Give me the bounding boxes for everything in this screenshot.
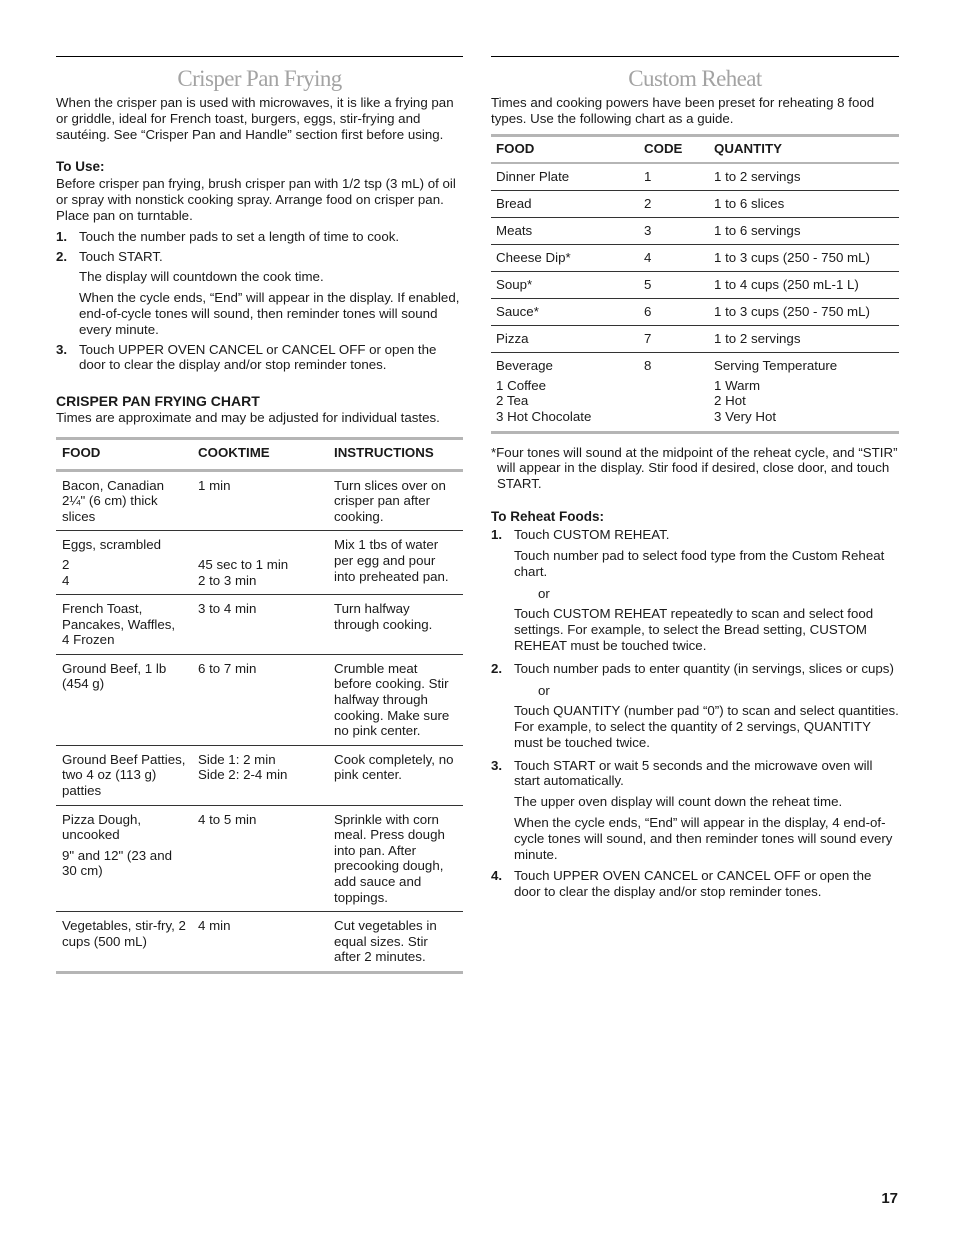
step-detail: When the cycle ends, “End” will appear in the display. If enabled, end-of-cycle tones will sound, then reminder tones will sound every minute.	[79, 290, 460, 337]
step-number: 2.	[491, 660, 503, 676]
code-cell: 5	[639, 272, 709, 299]
section-title: Crisper Pan Frying	[177, 66, 342, 91]
custom-reheat-section	[491, 56, 899, 904]
or-text: or	[538, 683, 550, 699]
instructions-cell: Sprinkle with corn meal. Press dough into pan. After precooking dough, add sauce and toppings.	[328, 805, 463, 912]
quantity-cell: 1 to 4 cups (250 mL-1 L)	[709, 272, 899, 299]
step-detail: When the cycle ends, “End” will appear in the display, 4 end-of-cycle tones will sound, and then reminder tones will sound every minute.	[514, 814, 893, 862]
column-header: QUANTITY	[709, 135, 899, 163]
beverage-option: 2 Tea	[496, 393, 529, 409]
step-number: 3.	[56, 341, 68, 357]
table-row	[491, 163, 899, 191]
instructions-cell: Mix 1 tbs of water per egg and pour into preheated pan.	[328, 531, 463, 595]
food-variant: 9" and 12" (23 and 30 cm)	[62, 847, 172, 879]
instructions-cell: Turn slices over on crisper pan after cooking.	[328, 470, 463, 531]
beverage-option: 1 Coffee	[496, 377, 547, 393]
table-row	[491, 218, 899, 245]
table-row	[491, 272, 899, 299]
step	[491, 527, 899, 654]
food-cell	[56, 805, 192, 912]
quantity-cell: 1 to 3 cups (250 - 750 mL)	[709, 245, 899, 272]
food-cell: Sauce*	[491, 299, 639, 326]
time-value: 45 sec to 1 min	[198, 556, 289, 572]
food-cell: Meats	[491, 218, 639, 245]
step-detail: Touch CUSTOM REHEAT repeatedly to scan and select food settings. For example, to select the Bread setting, CUSTOM REHEAT must be touched twice.	[514, 606, 874, 653]
food-cell: Cheese Dip*	[491, 245, 639, 272]
reheat-heading: To Reheat Foods:	[491, 508, 604, 524]
food-cell: Vegetables, stir-fry, 2 cups (500 mL)	[62, 918, 186, 949]
food-cell: Bacon, Canadian 2¼" (6 cm) thick slices	[56, 470, 192, 531]
step-text: Touch START.	[79, 248, 163, 264]
step-detail: Touch number pad to select food type from the Custom Reheat chart.	[514, 547, 885, 579]
chart-heading: CRISPER PAN FRYING CHART	[56, 393, 260, 410]
step-detail: The display will countdown the cook time.	[79, 269, 324, 285]
time-cell: 3 to 4 min	[192, 595, 328, 655]
step-detail: Touch QUANTITY (number pad “0”) to scan and select quantities. For example, to select the quantity of 2 servings, QUANTITY must be touched twice.	[514, 703, 899, 750]
table-row	[56, 805, 463, 912]
time-value: 2 to 3 min	[198, 572, 257, 588]
code-cell: 2	[639, 191, 709, 218]
intro-text: Times and cooking powers have been preset for reheating 8 food types. Use the following chart as a guide.	[491, 95, 875, 126]
instructions-cell: Cook completely, no pink center.	[328, 745, 463, 805]
table-row	[56, 470, 463, 531]
food-cell: Pizza	[491, 326, 639, 353]
time-cell	[192, 531, 328, 595]
food-cell	[56, 531, 192, 595]
code-cell: 6	[639, 299, 709, 326]
time-value: Side 2: 2-4 min	[198, 767, 288, 783]
step	[491, 868, 899, 900]
table-header-row	[56, 438, 463, 470]
section-rule	[56, 56, 463, 57]
table-row	[491, 299, 899, 326]
code-cell: 3	[639, 218, 709, 245]
section-rule	[491, 56, 899, 57]
table-row	[491, 353, 899, 432]
table-row	[56, 654, 463, 745]
crisper-pan-section	[56, 56, 463, 974]
section-title: Custom Reheat	[628, 66, 762, 91]
step-text: Touch UPPER OVEN CANCEL or CANCEL OFF or open the door to clear the display and/or stop reminder tones.	[514, 868, 872, 900]
time-cell: 4 to 5 min	[192, 805, 328, 912]
column-header: FOOD	[491, 135, 639, 163]
step-number: 3.	[491, 757, 503, 773]
quantity-cell: 1 to 6 slices	[709, 191, 899, 218]
step	[56, 342, 463, 374]
food-cell: Soup*	[491, 272, 639, 299]
reheat-steps	[491, 527, 899, 900]
table-row	[491, 326, 899, 353]
column-header: FOOD	[56, 438, 192, 470]
step-number: 1.	[491, 526, 503, 542]
intro-text: When the crisper pan is used with microwaves, it is like a frying pan or griddle, ideal for French toast, burgers, eggs, stir-frying and sautéing. See “Crisper Pan and Handle” section first before using.	[56, 95, 454, 142]
quantity-cell: 1 to 2 servings	[709, 326, 899, 353]
food-name: Beverage	[496, 358, 553, 374]
step-number: 4.	[491, 868, 503, 884]
code-cell: 1	[639, 163, 709, 191]
time-cell: 6 to 7 min	[192, 654, 328, 745]
step-text: Touch number pads to enter quantity (in servings, slices or cups)	[514, 660, 894, 676]
step-text: Touch the number pads to set a length of time to cook.	[79, 228, 400, 244]
code-cell: 8	[644, 358, 652, 374]
step-text: Touch CUSTOM REHEAT.	[514, 526, 670, 542]
crisper-steps	[56, 229, 463, 373]
column-header: INSTRUCTIONS	[328, 438, 463, 470]
temperature-option: 3 Very Hot	[714, 408, 777, 424]
time-cell: 4 min	[198, 918, 231, 934]
step-text: Touch START or wait 5 seconds and the microwave oven will start automatically.	[514, 757, 873, 789]
or-text: or	[538, 586, 550, 602]
instructions-cell: Cut vegetables in equal sizes. Stir after 2 minutes.	[334, 918, 437, 965]
step-number: 2.	[56, 248, 68, 264]
food-cell: Ground Beef Patties, two 4 oz (113 g) patties	[56, 745, 192, 805]
quantity-cell: 1 to 6 servings	[709, 218, 899, 245]
chart-note: Times are approximate and may be adjusted for individual tastes.	[56, 410, 440, 426]
quantity-cell: 1 to 2 servings	[709, 163, 899, 191]
step	[491, 661, 899, 751]
temperature-option: 2 Hot	[714, 393, 746, 409]
column-header: CODE	[639, 135, 709, 163]
food-variant: 4	[62, 572, 70, 588]
instructions-cell: Crumble meat before cooking. Stir halfway through cooking. Make sure no pink center.	[328, 654, 463, 745]
table-row	[56, 912, 463, 973]
time-cell	[192, 745, 328, 805]
crisper-chart-table	[56, 437, 463, 974]
instructions-cell: Turn halfway through cooking.	[328, 595, 463, 655]
quantity-value: Serving Temperature	[714, 358, 838, 374]
beverage-option: 3 Hot Chocolate	[496, 408, 592, 424]
food-cell: Ground Beef, 1 lb (454 g)	[56, 654, 192, 745]
step	[56, 249, 463, 338]
food-cell: Dinner Plate	[491, 163, 639, 191]
to-use-heading: To Use:	[56, 159, 105, 175]
page-number: 17	[881, 1190, 898, 1207]
food-name: Pizza Dough, uncooked	[62, 811, 142, 843]
step-text: Touch UPPER OVEN CANCEL or CANCEL OFF or open the door to clear the display and/or stop reminder tones.	[79, 341, 437, 373]
quantity-cell: 1 to 3 cups (250 - 750 mL)	[709, 299, 899, 326]
food-variant: 2	[62, 556, 70, 572]
food-cell: French Toast, Pancakes, Waffles, 4 Frozen	[56, 595, 192, 655]
code-cell: 7	[639, 326, 709, 353]
reheat-chart-table	[491, 134, 899, 434]
food-cell	[491, 353, 639, 432]
code-cell: 4	[639, 245, 709, 272]
time-value: Side 1: 2 min	[198, 751, 276, 767]
step	[491, 758, 899, 863]
table-row	[56, 595, 463, 655]
step-number: 1.	[56, 228, 68, 244]
step	[56, 229, 463, 245]
table-row	[56, 745, 463, 805]
to-use-text: Before crisper pan frying, brush crisper pan with 1/2 tsp (3 mL) of oil or spray with nonstick cooking spray. Arrange food on crisper pan. Place pan on turntable.	[56, 176, 456, 223]
step-detail: The upper oven display will count down the reheat time.	[514, 794, 843, 810]
table-row	[491, 191, 899, 218]
table-header-row	[491, 135, 899, 163]
food-name: Eggs, scrambled	[62, 537, 162, 553]
footnote: *Four tones will sound at the midpoint of the reheat cycle, and “STIR” will appear in the display. Stir food if desired, close door, and touch START.	[491, 444, 898, 492]
time-cell: 1 min	[192, 470, 328, 531]
table-row	[491, 245, 899, 272]
column-header: COOKTIME	[192, 438, 328, 470]
food-cell: Bread	[491, 191, 639, 218]
quantity-cell	[709, 353, 899, 432]
temperature-option: 1 Warm	[714, 377, 761, 393]
table-row	[56, 531, 463, 595]
